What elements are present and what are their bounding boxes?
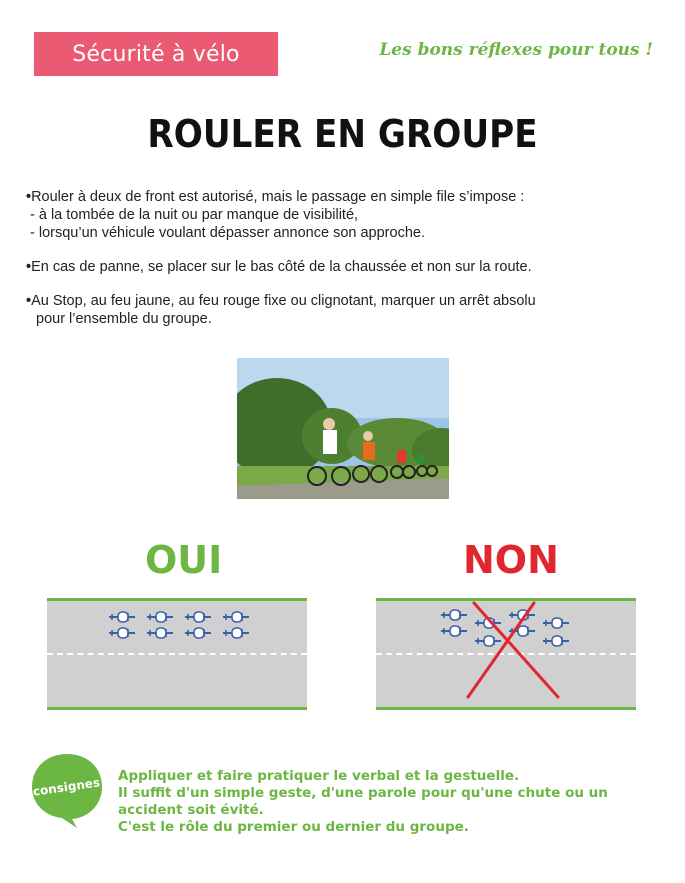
cyclist-top-view-icon — [109, 628, 135, 638]
rule-lead: • En cas de panne, se placer sur le bas côté de la chaussée et non sur la route. — [26, 258, 666, 276]
cyclist-top-view-icon — [223, 628, 249, 638]
tagline: Les bons réflexes pour tous ! — [379, 40, 653, 60]
consignes-line: accident soit évité. — [118, 802, 264, 818]
category-badge: Sécurité à vélo — [34, 32, 278, 76]
road-correct-formation — [47, 598, 307, 710]
cyclist-top-view-icon — [223, 612, 249, 622]
page-title: ROULER EN GROUPE — [147, 112, 538, 156]
group-cycling-photo — [237, 358, 449, 499]
rule-lead: • Rouler à deux de front est autorisé, mais le passage en simple file s’impose : — [26, 188, 666, 206]
cyclist-top-view-icon — [147, 612, 173, 622]
cyclist-top-view-icon — [543, 618, 569, 628]
road-wrong-formation — [376, 598, 636, 710]
rule-continuation: pour l’ensemble du groupe. — [36, 311, 212, 327]
cyclist-top-view-icon — [147, 628, 173, 638]
yes-label: OUI — [145, 538, 223, 582]
consignes-line: Appliquer et faire pratiquer le verbal et la gestuelle. — [118, 768, 520, 784]
red-cross-icon — [468, 603, 558, 697]
consignes-badge-text: consignes — [32, 775, 101, 799]
rule-sub: - lorsqu’un véhicule voulant dépasser annonce son approche. — [26, 224, 666, 242]
rule-sub: - à la tombée de la nuit ou par manque de visibilité, — [26, 206, 666, 224]
consignes-text — [118, 768, 658, 836]
cyclist-top-view-icon — [185, 612, 211, 622]
rule-item — [26, 258, 666, 276]
speech-bubble-icon — [30, 750, 104, 835]
cyclist-top-view-icon — [441, 626, 467, 636]
cyclist-top-view-icon — [475, 636, 501, 646]
no-label: NON — [463, 538, 559, 582]
cyclist-top-view-icon — [185, 628, 211, 638]
rule-item — [26, 292, 666, 328]
rule-item — [26, 188, 666, 242]
consignes-line: C'est le rôle du premier ou dernier du groupe. — [118, 819, 469, 835]
rules-list — [26, 188, 666, 344]
consignes-line: Il suffit d'un simple geste, d'une parole pour qu'une chute ou un — [118, 785, 608, 801]
cyclist-top-view-icon — [543, 636, 569, 646]
cyclist-top-view-icon — [109, 612, 135, 622]
cyclist-top-view-icon — [441, 610, 467, 620]
rule-lead: • Au Stop, au feu jaune, au feu rouge fixe ou clignotant, marquer un arrêt absolu — [26, 292, 666, 310]
